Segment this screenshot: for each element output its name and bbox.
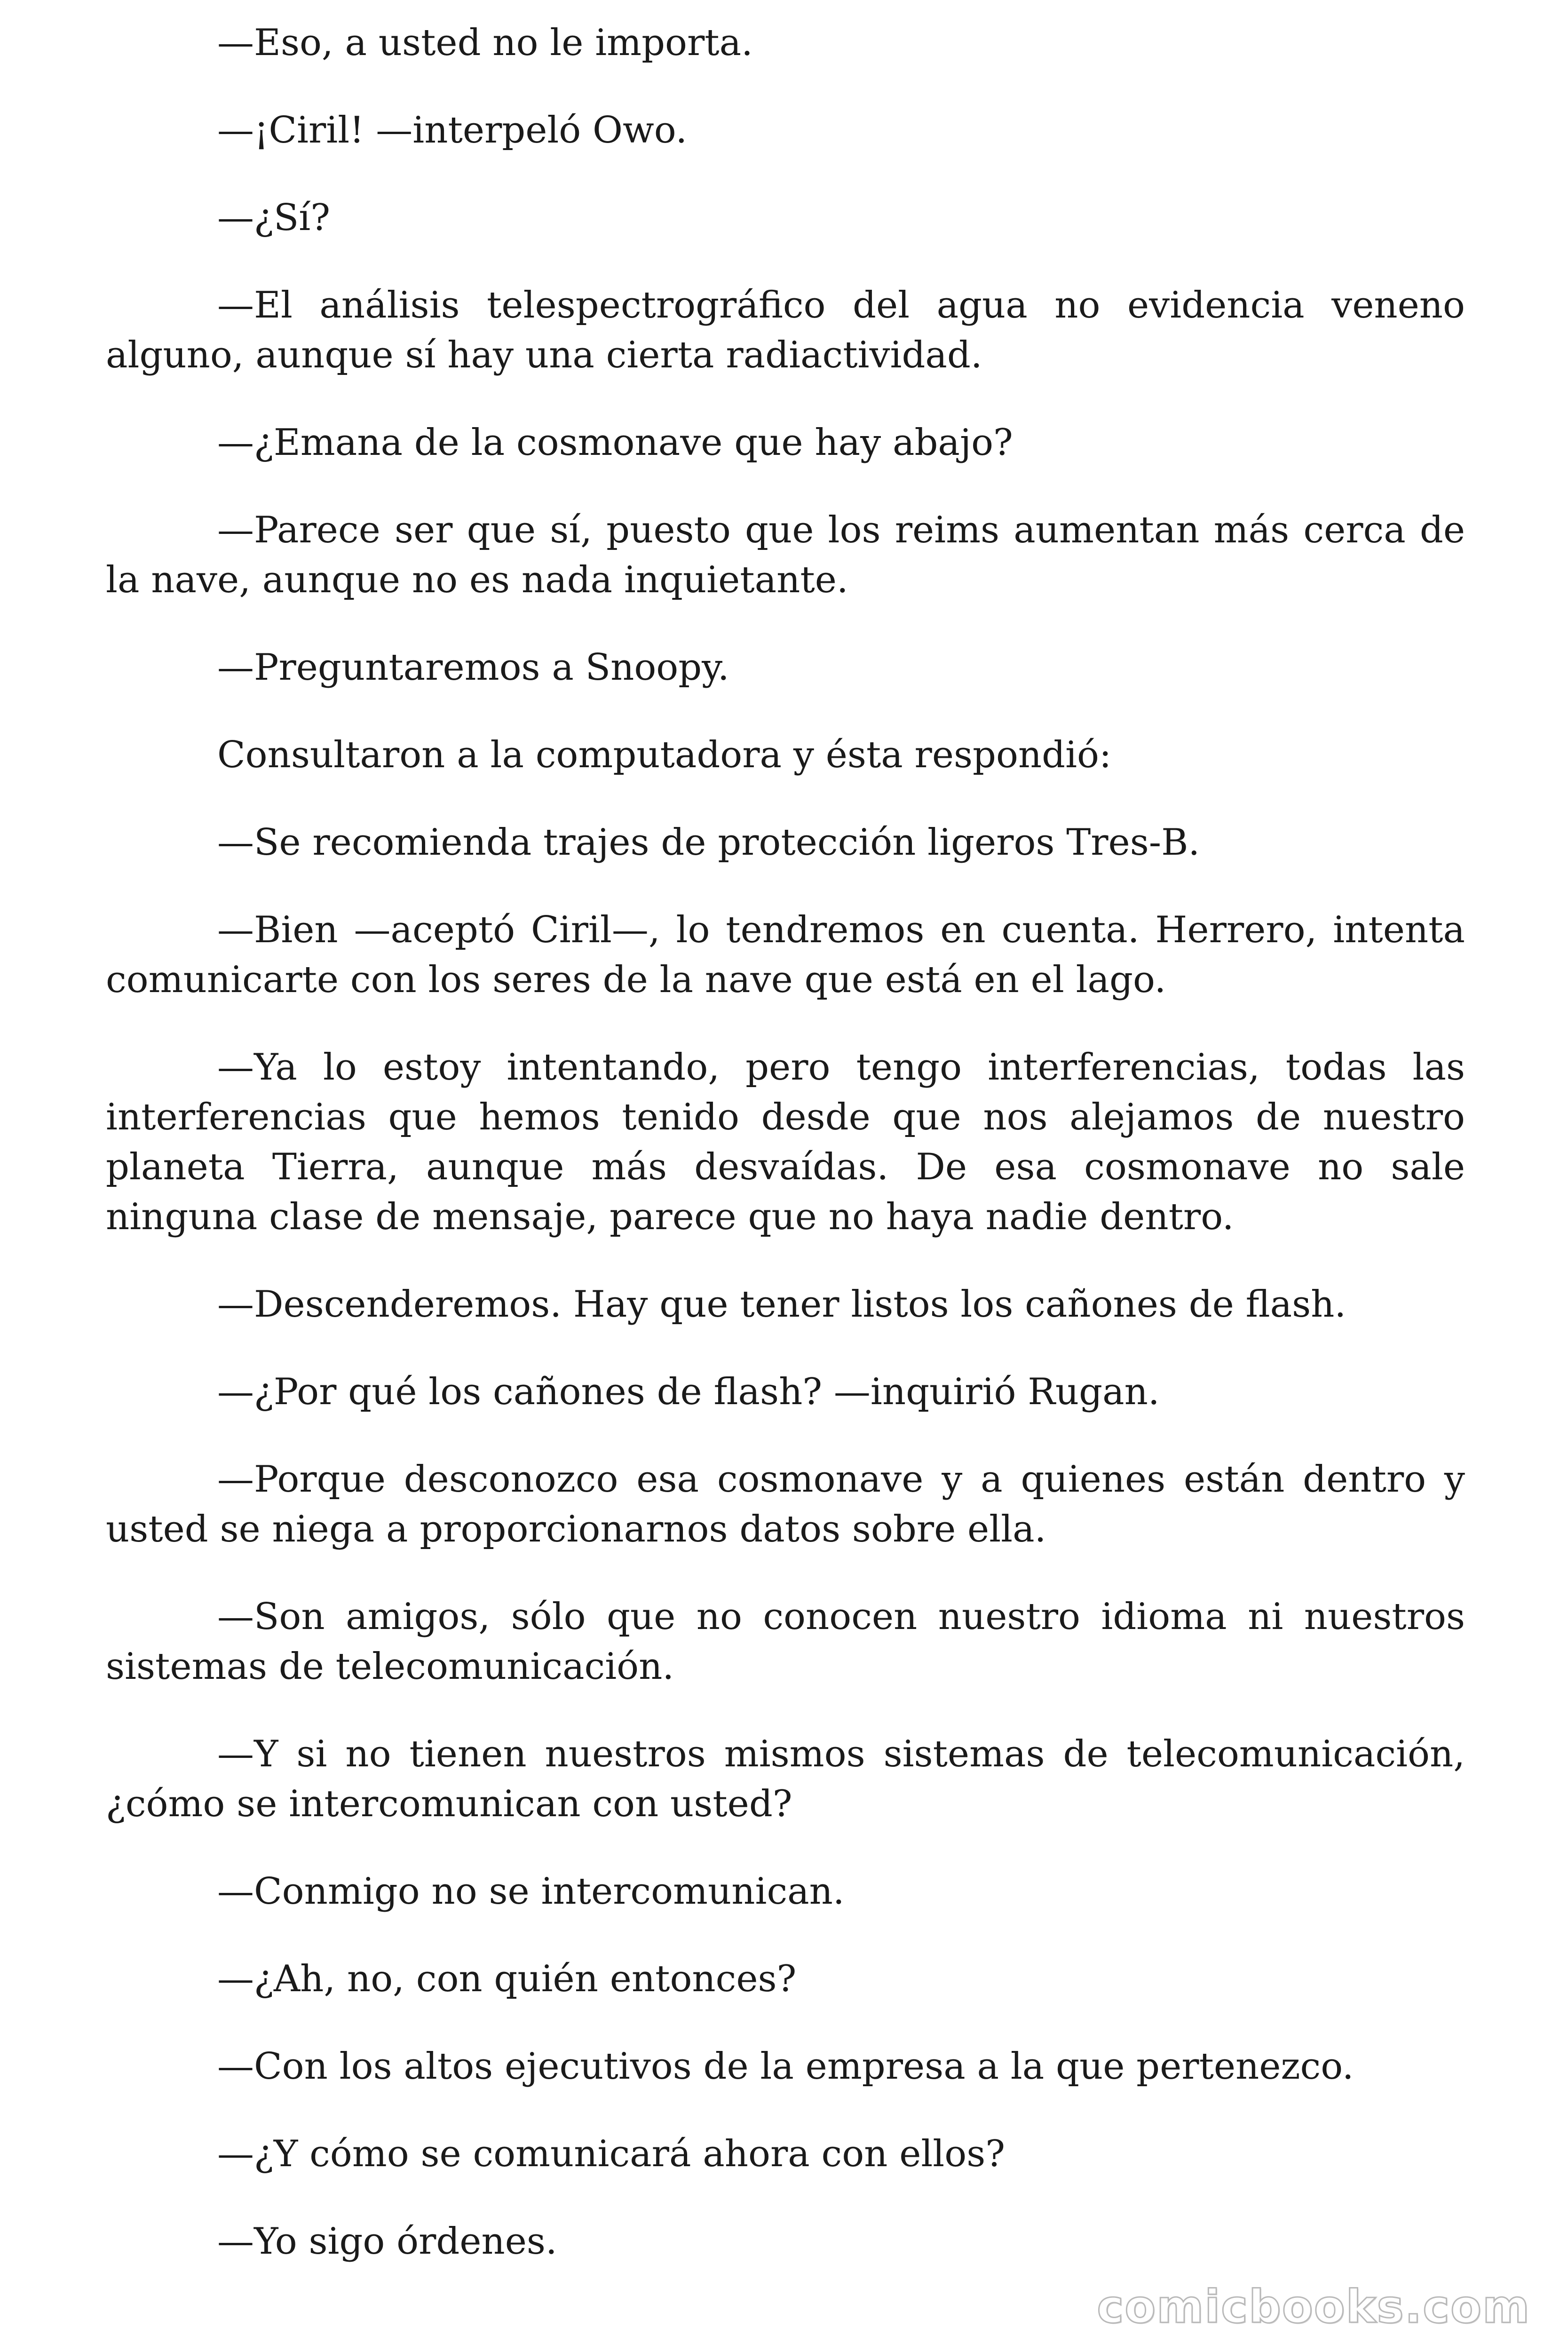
paragraph-19: —Con los altos ejecutivos de la empresa a la que pertenezco. xyxy=(217,2045,1354,2088)
paragraph-18: —¿Ah, no, con quién entonces? xyxy=(217,1958,797,2000)
paragraph-12: —Descenderemos. Hay que tener listos los cañones de flash. xyxy=(217,1283,1346,1326)
paragraph-21: —Yo sigo órdenes. xyxy=(217,2220,557,2263)
paragraph-17: —Conmigo no se intercomunican. xyxy=(217,1870,845,1913)
paragraph-7: —Preguntaremos a Snoopy. xyxy=(217,646,729,689)
paragraph-6: —Parece ser que sí, puesto que los reims aumentan más cerca de la nave, aunque no es nada inquietante. xyxy=(106,509,1465,601)
paragraph-11: —Ya lo estoy intentando, pero tengo interferencias, todas las interferencias que hemos tenido desde que nos alejamos de nuestro planeta Tierra, aunque más desvaídas. De esa cosmonave no sale ninguna clase de mensaje, parece que no haya nadie dentro. xyxy=(106,1046,1465,1238)
paragraph-15: —Son amigos, sólo que no conocen nuestro idioma ni nuestros sistemas de telecomunicación. xyxy=(106,1596,1465,1688)
watermark-logo: comicbooks.com xyxy=(1097,2280,1530,2333)
paragraph-8: Consultaron a la computadora y ésta respondió: xyxy=(217,734,1112,776)
paragraph-14: —Porque desconozco esa cosmonave y a quienes están dentro y usted se niega a proporcionarnos datos sobre ella. xyxy=(106,1458,1465,1550)
paragraph-16: —Y si no tienen nuestros mismos sistemas de telecomunicación, ¿cómo se intercomunican con usted? xyxy=(106,1733,1465,1825)
paragraph-13: —¿Por qué los cañones de flash? —inquirió Rugan. xyxy=(217,1371,1160,1413)
paragraph-2: —¡Ciril! —interpeló Owo. xyxy=(217,109,688,151)
paragraph-3: —¿Sí? xyxy=(217,197,331,239)
paragraph-4: —El análisis telespectrográfico del agua no evidencia veneno alguno, aunque sí hay una cierta radiactividad. xyxy=(106,284,1465,376)
paragraph-10: —Bien —aceptó Ciril—, lo tendremos en cuenta. Herrero, intenta comunicarte con los seres de la nave que está en el lago. xyxy=(106,909,1465,1001)
paragraph-20: —¿Y cómo se comunicará ahora con ellos? xyxy=(217,2133,1006,2175)
text-column xyxy=(106,18,1465,2266)
paragraph-9: —Se recomienda trajes de protección ligeros Tres-B. xyxy=(217,821,1200,864)
paragraph-5: —¿Emana de la cosmonave que hay abajo? xyxy=(217,421,1013,464)
paragraph-1: —Eso, a usted no le importa. xyxy=(217,22,753,64)
